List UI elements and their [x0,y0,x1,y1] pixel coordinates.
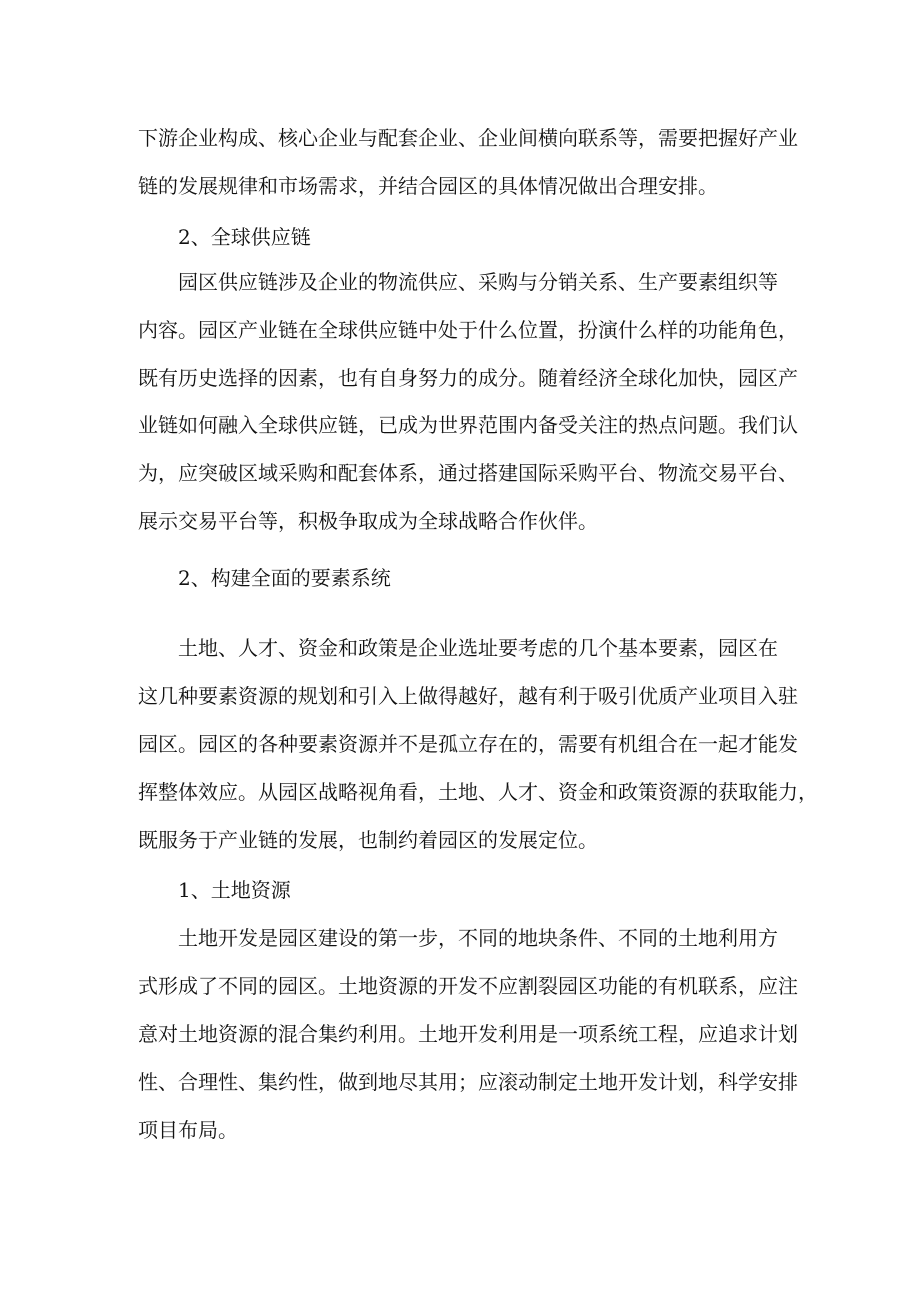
paragraph-line: 这几种要素资源的规划和引入上做得越好，越有利于吸引优质产业项目入驻 [138,684,798,708]
paragraph-line: 既有历史选择的因素，也有自身努力的成分。随着经济全球化加快，园区产 [138,366,798,390]
paragraph-line: 挥整体效应。从园区战略视角看，土地、人才、资金和政策资源的获取能力， [138,780,818,804]
paragraph-line: 为，应突破区域采购和配套体系，通过搭建国际采购平台、物流交易平台、 [138,461,798,485]
paragraph-line: 项目布局。 [138,1118,238,1142]
section-heading: 2、全球供应链 [178,225,311,249]
paragraph-line: 展示交易平台等，积极争取成为全球战略合作伙伴。 [138,509,598,533]
paragraph-line: 下游企业构成、核心企业与配套企业、企业间横向联系等，需要把握好产业 [138,126,798,150]
paragraph-line: 土地、人才、资金和政策是企业选址要考虑的几个基本要素，园区在 [178,636,778,660]
paragraph-line: 业链如何融入全球供应链，已成为世界范围内备受关注的热点问题。我们认 [138,413,798,437]
paragraph-line: 链的发展规律和市场需求，并结合园区的具体情况做出合理安排。 [138,174,718,198]
paragraph-line: 意对土地资源的混合集约利用。土地开发利用是一项系统工程，应追求计划 [138,1022,798,1046]
paragraph-line: 内容。园区产业链在全球供应链中处于什么位置，扮演什么样的功能角色， [138,318,798,342]
section-heading: 1、土地资源 [178,878,291,902]
paragraph-line: 园区。园区的各种要素资源并不是孤立存在的，需要有机组合在一起才能发 [138,732,798,756]
paragraph-line: 土地开发是园区建设的第一步，不同的地块条件、不同的土地利用方 [178,926,778,950]
paragraph-line: 式形成了不同的园区。土地资源的开发不应割裂园区功能的有机联系，应注 [138,974,798,998]
paragraph-line: 性、合理性、集约性，做到地尽其用；应滚动制定土地开发计划，科学安排 [138,1070,798,1094]
paragraph-line: 园区供应链涉及企业的物流供应、采购与分销关系、生产要素组织等 [178,270,778,294]
section-heading: 2、构建全面的要素系统 [178,566,391,590]
paragraph-line: 既服务于产业链的发展，也制约着园区的发展定位。 [138,828,598,852]
